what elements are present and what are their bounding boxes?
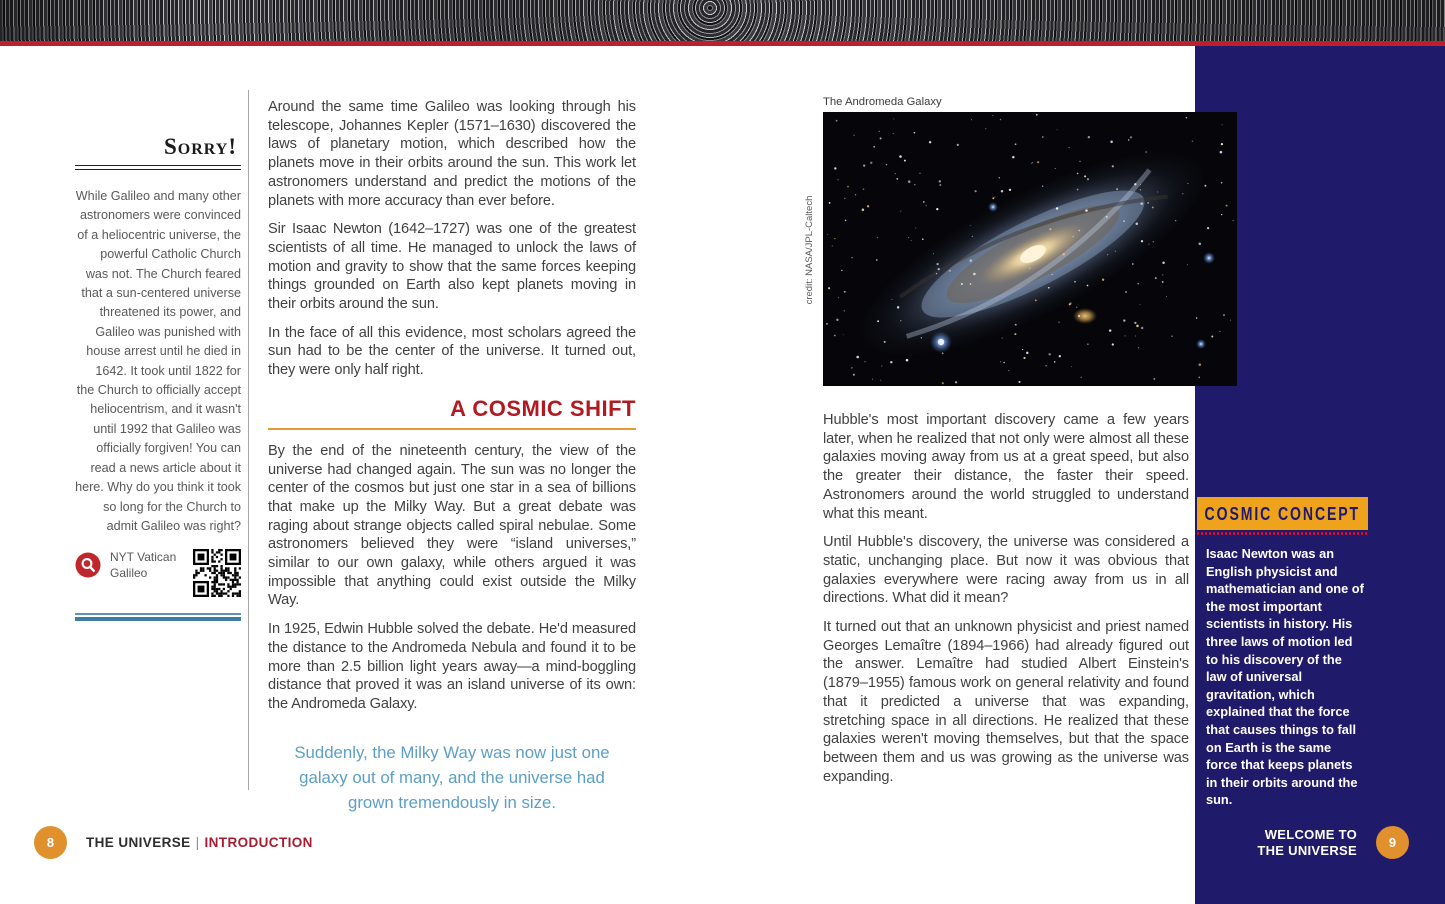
cosmic-concept-title: COSMIC CONCEPT bbox=[1204, 502, 1361, 524]
paragraph: Until Hubble's discovery, the universe was considered a static, unchanging place. But now it was obvious that galaxies everywhere were racing away from us in all directions. What did it mean? bbox=[823, 534, 1189, 607]
page-number-left: 8 bbox=[34, 826, 67, 859]
paragraph: By the end of the nineteenth century, the view of the universe had changed again. The sun was no longer the center of the cosmos but just one star in a sea of billions that make up the Milky Way. But a great debate was raging about strange objects called spiral nebulae. Some astronomers believed they were “island universes,” similar to our own galaxy, while others argued it was impossible that anything could exist outside the Milky Way. bbox=[268, 442, 636, 609]
pull-quote: Suddenly, the Milky Way was now just one galaxy out of many, and the universe had grown tremendously in size. bbox=[294, 742, 610, 812]
footer-chapter-line1: WELCOME TO bbox=[1264, 827, 1357, 842]
qr-code bbox=[193, 549, 241, 597]
left-page-main-column bbox=[268, 98, 636, 815]
andromeda-galaxy-photo bbox=[823, 112, 1237, 386]
figure-credit: credit: NASA/JPL-Caltech bbox=[804, 195, 815, 305]
cosmic-concept-header bbox=[1197, 497, 1368, 530]
footer-book-title: THE UNIVERSE bbox=[86, 835, 191, 850]
star-trail-banner bbox=[0, 0, 1445, 46]
footer-chapter-line2: THE UNIVERSE bbox=[1257, 843, 1357, 858]
footer-right bbox=[1237, 827, 1357, 859]
column-divider bbox=[248, 90, 249, 790]
sidebar-link-row bbox=[75, 549, 241, 597]
footer-section-title: INTRODUCTION bbox=[204, 835, 313, 850]
sidebar-bottom-rule bbox=[75, 613, 241, 621]
sorry-sidebar bbox=[75, 134, 241, 621]
paragraph: Hubble's most important discovery came a few years later, when he realized that not only were almost all these galaxies moving away from us at a great speed, but also the greater their distance, the faster their speed. Astronomers around the world struggled to understand what this meant. bbox=[823, 412, 1189, 522]
sidebar-body-text: While Galileo and many other astronomers were convinced of a heliocentric universe, the powerful Catholic Church was not. The Church feared that a sun-centered universe threatened its power, and Galileo was punished with house arrest until he died in 1642. It took until 1822 for the Church to officially accept heliocentrism, and it wasn't until 1992 that Galileo was officially forgiven! You can read a news article about it here. Why do you think it took so long for the Church to admit Galileo was right? bbox=[75, 189, 241, 533]
right-page-main-column bbox=[823, 411, 1189, 796]
section-heading: A COSMIC SHIFT bbox=[268, 396, 636, 430]
concept-dotted-rule bbox=[1197, 532, 1368, 535]
sidebar-double-rule bbox=[75, 165, 241, 170]
sidebar-title: Sorry! bbox=[164, 134, 237, 159]
paragraph: In 1925, Edwin Hubble solved the debate. He'd measured the distance to the Andromeda Nebula and found it to be more than 2.5 billion light years away—a mind-boggling distance that proved it was an island universe of its own: the Andromeda Galaxy. bbox=[268, 621, 636, 712]
footer-separator: | bbox=[195, 835, 200, 850]
qr-label: NYT Vatican Galileo bbox=[110, 550, 177, 581]
page-number-right: 9 bbox=[1376, 826, 1409, 859]
paragraph: In the face of all this evidence, most scholars agreed the sun had to be the center of the universe. It turned out, they were only half right. bbox=[268, 324, 636, 379]
cosmic-concept-body: Isaac Newton was an English physicist and mathematician and one of the most important scientists in history. His three laws of motion led to his discovery of the law of universal gravitation, which explained that the force that causes things to fall on Earth is the same force that keeps planets in their orbits around the sun. bbox=[1206, 546, 1364, 808]
paragraph: Sir Isaac Newton (1642–1727) was one of the greatest scientists of all time. He managed to unlock the laws of motion and gravity to show that the same forces keeping things grounded on Earth also kept planets moving in their orbits around the sun. bbox=[268, 221, 636, 313]
paragraph: Around the same time Galileo was looking through his telescope, Johannes Kepler (1571–1630) discovered the laws of planetary motion, which described how the planets move in their orbits around the sun. This work let astronomers understand and predict the motions of the planets with more accuracy than ever before. bbox=[268, 99, 636, 209]
magnifier-scan-icon bbox=[75, 552, 101, 578]
figure-caption: The Andromeda Galaxy bbox=[823, 96, 942, 108]
paragraph: It turned out that an unknown physicist and priest named Georges Lemaître (1894–1966) had already figured out the answer. Lemaître had studied Albert Einstein's (1879–1955) famous work on general relativity and found that it predicted a universe that was expanding, stretching space in all directions. He realized that these galaxies weren't moving themselves, but that the space between them and us was growing as the universe was expanding. bbox=[823, 619, 1189, 785]
footer-left bbox=[86, 835, 313, 850]
